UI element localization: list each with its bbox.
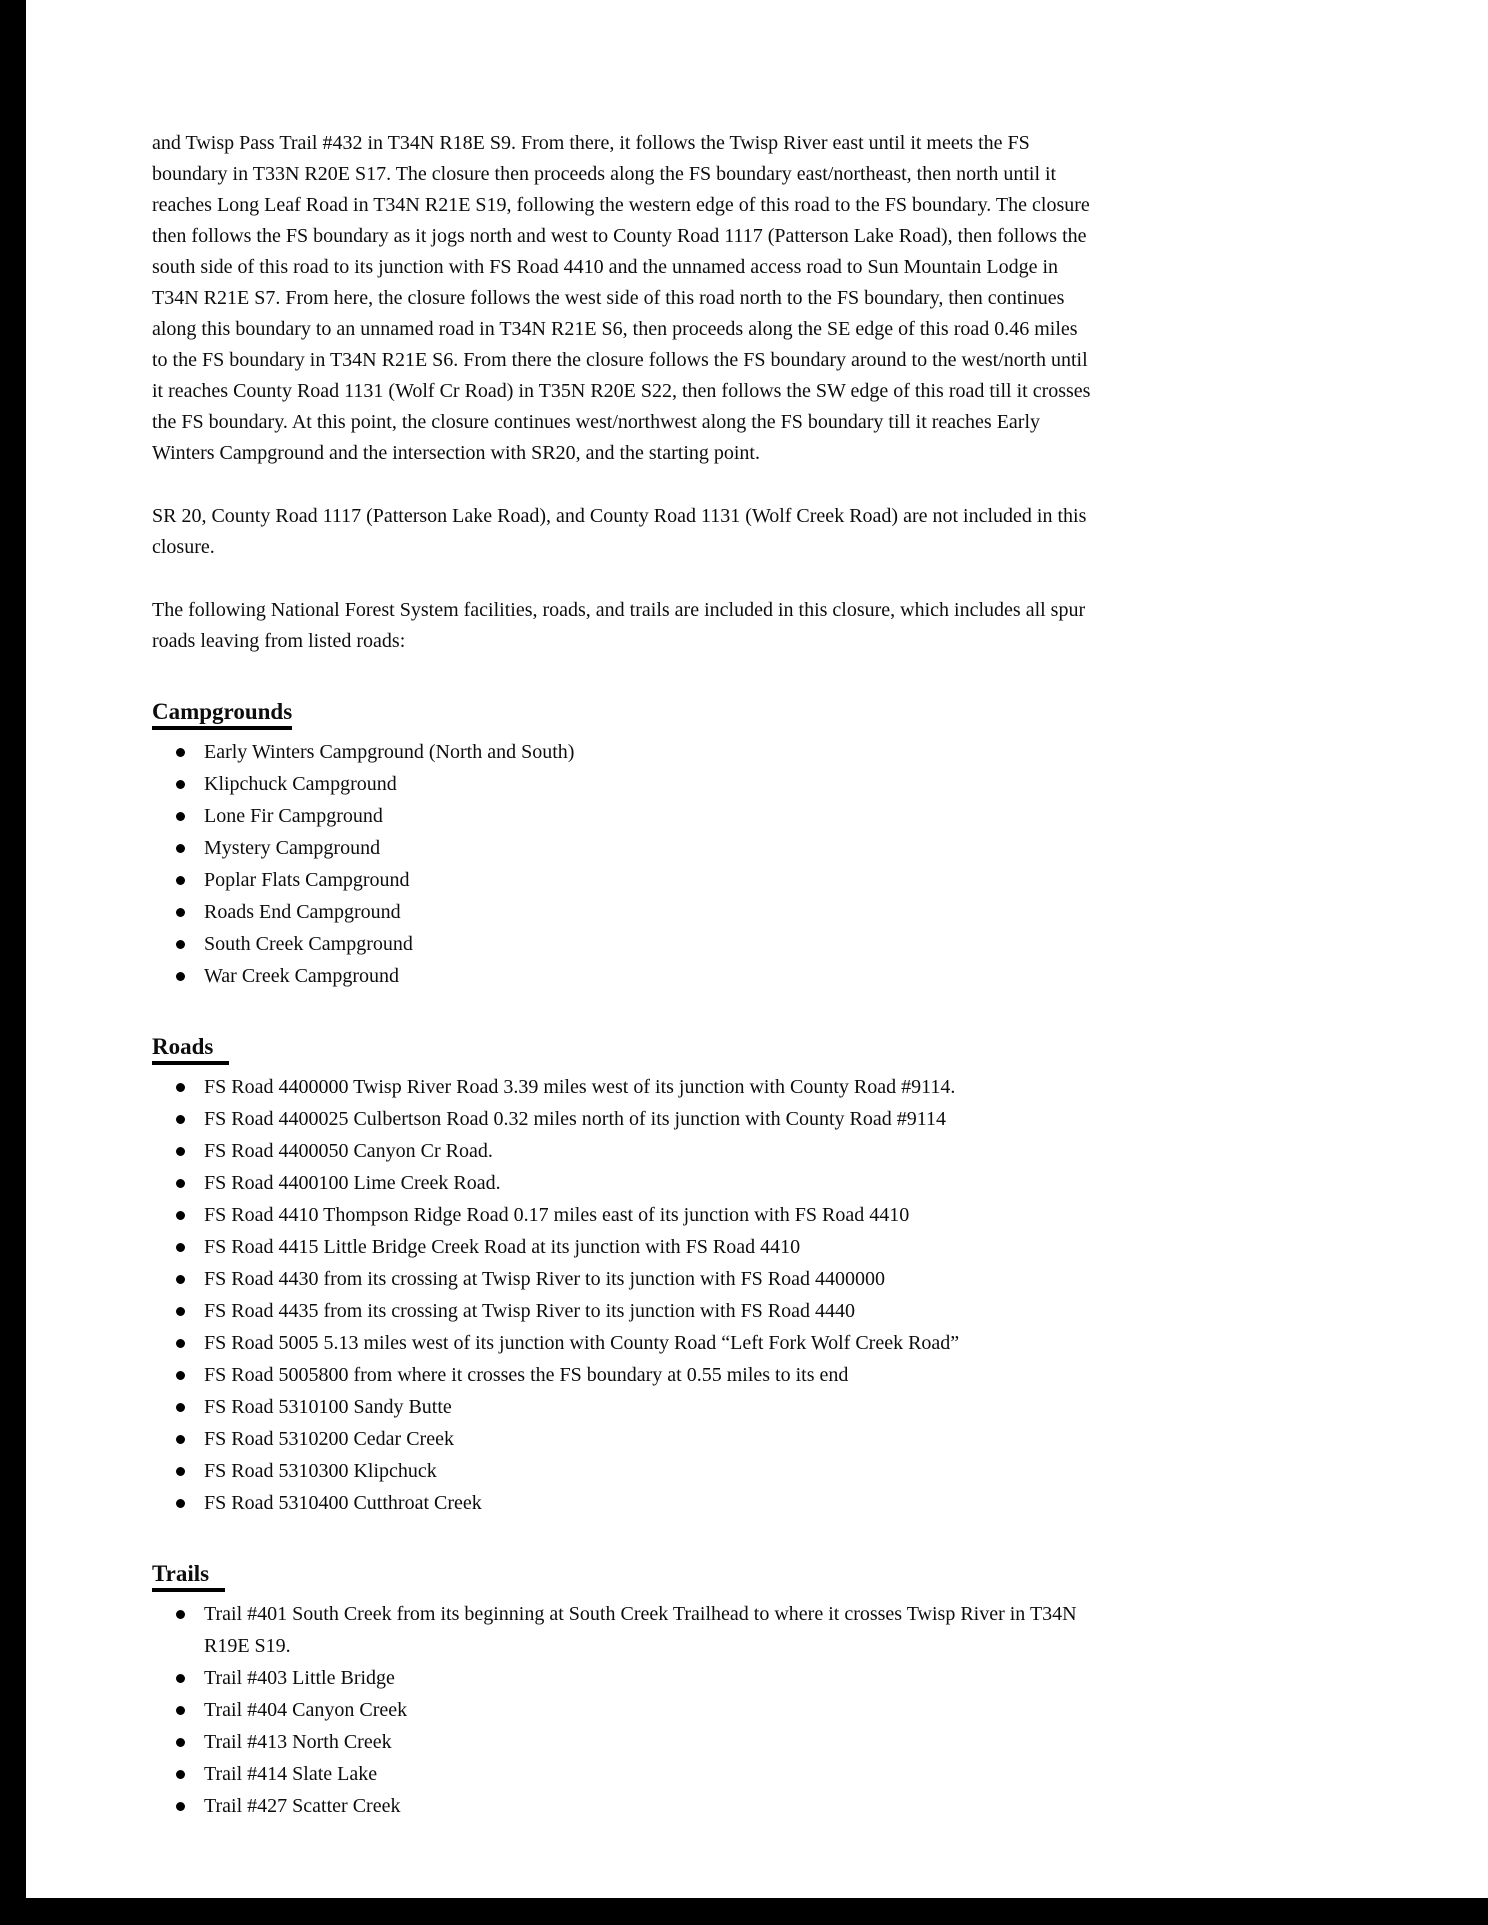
bullet-icon — [176, 800, 204, 832]
list-item-text: Trail #403 Little Bridge — [204, 1667, 395, 1689]
bullet-icon — [176, 1263, 204, 1295]
roads-heading — [152, 1034, 1092, 1065]
list-item — [176, 800, 1092, 832]
bullet-icon — [176, 864, 204, 896]
list-item-text: FS Road 4400000 Twisp River Road 3.39 miles west of its junction with County Road #9114. — [204, 1076, 956, 1098]
list-item — [176, 1726, 1092, 1758]
list-item-text: FS Road 5005 5.13 miles west of its junction with County Road “Left Fork Wolf Creek Road” — [204, 1332, 960, 1354]
campgrounds-heading — [152, 699, 1092, 730]
bullet-icon — [176, 1327, 204, 1359]
campgrounds-list — [152, 736, 1092, 992]
list-item — [176, 832, 1092, 864]
document-body — [152, 128, 1092, 1822]
list-item — [176, 1359, 1092, 1391]
bullet-icon — [176, 1790, 204, 1822]
bullet-icon — [176, 1598, 204, 1662]
bullet-icon — [176, 1199, 204, 1231]
list-item-text: FS Road 4400025 Culbertson Road 0.32 miles north of its junction with County Road #9114 — [204, 1108, 947, 1130]
list-item — [176, 1199, 1092, 1231]
list-item-text: Trail #401 South Creek from its beginning at South Creek Trailhead to where it crosses Twisp River in T34N R19E S19. — [204, 1603, 1077, 1657]
list-item — [176, 1263, 1092, 1295]
paragraph-roads-not-included: SR 20, County Road 1117 (Patterson Lake Road), and County Road 1131 (Wolf Creek Road) are not included in this closure. — [152, 505, 1087, 558]
trails-heading-text: Trails — [152, 1561, 225, 1592]
list-item — [176, 1391, 1092, 1423]
list-item — [176, 1790, 1092, 1822]
list-item-text: Trail #414 Slate Lake — [204, 1763, 378, 1785]
list-item-text: FS Road 4400050 Canyon Cr Road. — [204, 1140, 493, 1162]
list-item-text: Roads End Campground — [204, 901, 401, 923]
list-item — [176, 928, 1092, 960]
list-item-text: Early Winters Campground (North and South) — [204, 741, 575, 763]
list-item-text: Poplar Flats Campground — [204, 869, 410, 891]
list-item-text: FS Road 4410 Thompson Ridge Road 0.17 miles east of its junction with FS Road 4410 — [204, 1204, 910, 1226]
bullet-icon — [176, 1391, 204, 1423]
bullet-icon — [176, 960, 204, 992]
bullet-icon — [176, 1231, 204, 1263]
section-roads — [152, 1034, 1092, 1519]
roads-list — [152, 1071, 1092, 1519]
list-item — [176, 1103, 1092, 1135]
bullet-icon — [176, 1135, 204, 1167]
list-item — [176, 1758, 1092, 1790]
list-item-text: Klipchuck Campground — [204, 773, 397, 795]
list-item — [176, 1167, 1092, 1199]
list-item — [176, 1135, 1092, 1167]
scan-edge-left-bar — [0, 0, 26, 1925]
list-item — [176, 1455, 1092, 1487]
bullet-icon — [176, 1295, 204, 1327]
list-item-text: Mystery Campground — [204, 837, 381, 859]
list-item-text: War Creek Campground — [204, 965, 399, 987]
bullet-icon — [176, 1167, 204, 1199]
list-item — [176, 1071, 1092, 1103]
list-item-text: South Creek Campground — [204, 933, 413, 955]
trails-heading — [152, 1561, 1092, 1592]
bullet-icon — [176, 1103, 204, 1135]
roads-heading-text: Roads — [152, 1034, 229, 1065]
list-item — [176, 1694, 1092, 1726]
bullet-icon — [176, 1662, 204, 1694]
list-item-text: FS Road 5005800 from where it crosses the FS boundary at 0.55 miles to its end — [204, 1364, 849, 1386]
bullet-icon — [176, 736, 204, 768]
bullet-icon — [176, 1758, 204, 1790]
campgrounds-heading-text: Campgrounds — [152, 699, 292, 730]
list-item — [176, 1327, 1092, 1359]
list-item-text: FS Road 4415 Little Bridge Creek Road at its junction with FS Road 4410 — [204, 1236, 801, 1258]
bullet-icon — [176, 1071, 204, 1103]
list-item — [176, 1487, 1092, 1519]
bullet-icon — [176, 896, 204, 928]
bullet-icon — [176, 1694, 204, 1726]
paragraph-closure-boundary-description: and Twisp Pass Trail #432 in T34N R18E S9. From there, it follows the Twisp River east until it meets the FS boundary in T33N R20E S17. The closure then proceeds along the FS boundary east/northeast, then north until it reaches Long Leaf Road in T34N R21E S19, following the western edge of this road to the FS boundary. The closure then follows the FS boundary as it jogs north and west to County Road 1117 (Patterson Lake Road), then follows the south side of this road to its junction with FS Road 4410 and the unnamed access road to Sun Mountain Lodge in T34N R21E S7. From here, the closure follows the west side of this road north to the FS boundary, then continues along this boundary to an unnamed road in T34N R21E S6, then proceeds along the SE edge of this road 0.46 miles to the FS boundary in T34N R21E S6. From there the closure follows the FS boundary around to the west/north until it reaches County Road 1131 (Wolf Cr Road) in T35N R20E S22, then follows the SW edge of this road till it crosses the FS boundary. At this point, the closure continues west/northwest along the FS boundary till it reaches Early Winters Campground and the intersection with SR20, and the starting point. — [152, 132, 1091, 464]
section-trails — [152, 1561, 1092, 1822]
list-item — [176, 1231, 1092, 1263]
bullet-icon — [176, 768, 204, 800]
list-item — [176, 960, 1092, 992]
list-item — [176, 736, 1092, 768]
trails-list — [152, 1598, 1092, 1822]
bullet-icon — [176, 1455, 204, 1487]
list-item-text: Lone Fir Campground — [204, 805, 383, 827]
list-item-text: FS Road 5310300 Klipchuck — [204, 1460, 437, 1482]
scan-edge-bottom-bar — [0, 1898, 1488, 1925]
list-item-text: FS Road 4435 from its crossing at Twisp River to its junction with FS Road 4440 — [204, 1300, 856, 1322]
list-item-text: FS Road 5310200 Cedar Creek — [204, 1428, 454, 1450]
bullet-icon — [176, 928, 204, 960]
bullet-icon — [176, 1423, 204, 1455]
list-item-text: Trail #427 Scatter Creek — [204, 1795, 401, 1817]
list-item-text: FS Road 4430 from its crossing at Twisp River to its junction with FS Road 4400000 — [204, 1268, 886, 1290]
list-item — [176, 1598, 1092, 1662]
paragraph-included-facilities-intro: The following National Forest System facilities, roads, and trails are included in this closure, which includes all spur roads leaving from listed roads: — [152, 599, 1086, 652]
bullet-icon — [176, 1359, 204, 1391]
list-item — [176, 1423, 1092, 1455]
list-item — [176, 896, 1092, 928]
list-item-text: Trail #404 Canyon Creek — [204, 1699, 408, 1721]
section-campgrounds — [152, 699, 1092, 992]
bullet-icon — [176, 1487, 204, 1519]
list-item — [176, 768, 1092, 800]
list-item — [176, 864, 1092, 896]
list-item-text: FS Road 4400100 Lime Creek Road. — [204, 1172, 501, 1194]
list-item-text: Trail #413 North Creek — [204, 1731, 392, 1753]
bullet-icon — [176, 1726, 204, 1758]
list-item — [176, 1295, 1092, 1327]
bullet-icon — [176, 832, 204, 864]
list-item — [176, 1662, 1092, 1694]
list-item-text: FS Road 5310100 Sandy Butte — [204, 1396, 452, 1418]
list-item-text: FS Road 5310400 Cutthroat Creek — [204, 1492, 482, 1514]
